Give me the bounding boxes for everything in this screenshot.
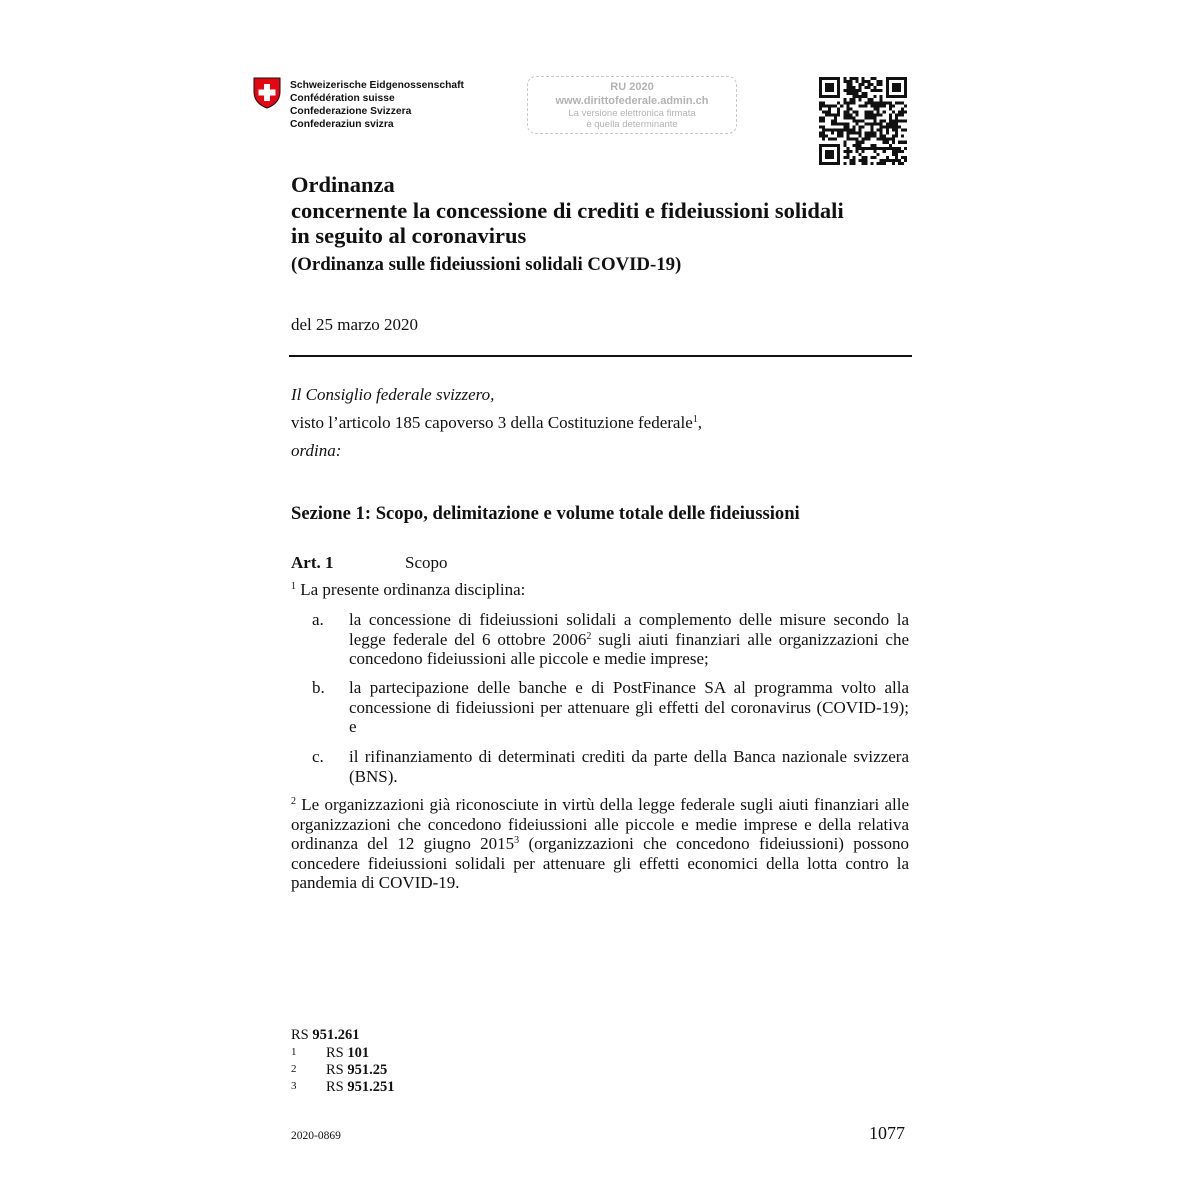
title-line-3: in seguito al coronavirus (291, 223, 527, 248)
footnote-ref: 951.25 (347, 1062, 388, 1078)
article-number: Art. 1 (291, 553, 334, 572)
list-item-letter: a. (312, 610, 324, 629)
list-item-text: il rifinanziamento di determinati crediti da parte della Banca nazionale svizzera (BNS). (349, 747, 909, 786)
footnote-prefix: RS (326, 1062, 344, 1078)
footnote-prefix: RS (326, 1045, 344, 1061)
paragraph-text: Le organizzazioni già riconosciute in virtù della legge federale sugli aiuti finanziari alle organizzazioni che concedono fideiussioni alle piccole e medie imprese e della relativa ordinanza del 12 giugno 2015 (291, 795, 909, 853)
section-heading: Sezione 1: Scopo, delimitazione e volume totale delle fideiussioni (291, 503, 800, 524)
footnote-ref-3: 3 (514, 835, 520, 846)
article-paragraph-2 (291, 795, 909, 893)
preamble-authority: Il Consiglio federale svizzero, (291, 385, 495, 404)
footnote-number: 3 (291, 1080, 297, 1092)
confederation-name-fr: Confédération suisse (290, 93, 395, 104)
stamp-url: www.dirittofederale.admin.ch (555, 95, 709, 107)
footnote-number: 1 (291, 1046, 297, 1058)
stamp-note-1: La versione elettronica firmata (568, 108, 696, 119)
stamp-ru: RU 2020 (610, 81, 654, 93)
classified-compilation-number (291, 1027, 360, 1043)
official-publication-stamp (527, 76, 737, 134)
list-item-letter: c. (312, 747, 324, 766)
title-line-2: concernente la concessione di crediti e fideiussioni solidali (291, 197, 844, 223)
title-divider (289, 355, 912, 357)
list-item-text-part: sugli aiuti finanziari alle organizzazioni che concedono fideiussioni alle piccole e medie imprese; (349, 629, 909, 668)
confederation-names (290, 79, 464, 131)
title-line-1: Ordinanza (291, 172, 395, 197)
preamble-legal-basis (291, 413, 702, 433)
footnote-ref: 951.251 (347, 1079, 395, 1095)
list-item-letter: b. (312, 678, 325, 697)
preamble-decree: ordina: (291, 441, 342, 460)
rs-prefix: RS (291, 1027, 309, 1043)
qr-code-icon (819, 77, 907, 165)
confederation-name-de: Schweizerische Eidgenossenschaft (290, 80, 464, 91)
swiss-coat-of-arms-icon (253, 77, 281, 109)
paragraph-text: (organizzazioni che concedono fideiussioni) possono concedere fideiussioni solidali per attenuare gli effetti economici della lotta contro la pandemia di COVID-19. (291, 834, 909, 892)
footnote-ref-1: 1 (692, 414, 698, 425)
paragraph-number: 2 (291, 796, 296, 807)
preamble-basis-text: visto l’articolo 185 capoverso 3 della Costituzione federale (291, 413, 693, 432)
paragraph-number: 1 (291, 581, 296, 592)
list-item-text: la partecipazione delle banche e di PostFinance SA al programma volto alla concessione di fideiussioni per attenuare gli effetti del coronavirus (COVID-19); e (349, 678, 909, 736)
list-item-text-part: la concessione di fideiussioni solidali a complemento delle misure secondo la legge federale del 6 ottobre 2006 (349, 610, 909, 649)
document-date: del 25 marzo 2020 (291, 315, 418, 334)
confederation-name-rm: Confederaziun svizra (290, 119, 394, 130)
footnote-prefix: RS (326, 1079, 344, 1095)
page-number: 1077 (869, 1123, 905, 1143)
preamble-basis-end: , (697, 413, 702, 432)
footnote-number: 2 (291, 1063, 297, 1075)
article-paragraph-1 (291, 580, 909, 600)
article-title: Scopo (405, 553, 448, 572)
document-title (291, 172, 844, 249)
confederation-name-it: Confederazione Svizzera (290, 106, 412, 117)
stamp-note-2: è quella determinante (586, 119, 678, 130)
rs-number: 951.261 (312, 1027, 360, 1043)
footnote-ref: 101 (347, 1045, 370, 1061)
footnote-ref-2: 2 (586, 630, 592, 642)
document-short-title: (Ordinanza sulle fideiussioni solidali COVID-19) (291, 254, 682, 275)
list-item-text (349, 610, 909, 669)
paragraph-text: La presente ordinanza disciplina: (300, 580, 526, 599)
document-code: 2020-0869 (291, 1130, 341, 1142)
